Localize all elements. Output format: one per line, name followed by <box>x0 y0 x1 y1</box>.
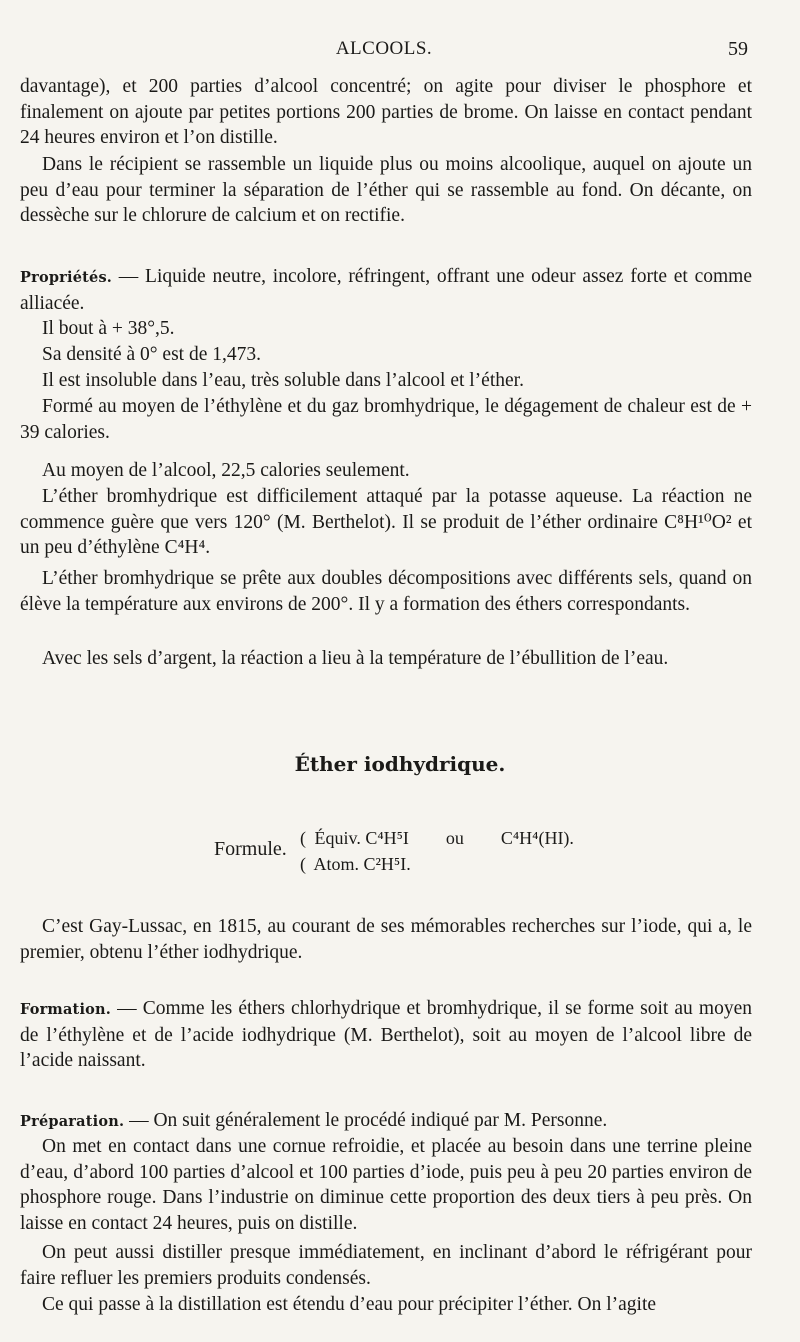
formation-heat-line: Formé au moyen de l’éthylène et du gaz bromhydrique, le dégagement de chaleur est de + 39 calories. <box>20 396 752 443</box>
preparation-final-line: Ce qui passe à la distillation est étendu d’eau pour précipiter l’éther. On l’agite <box>42 1294 657 1315</box>
formula-or: ou <box>445 828 464 848</box>
formula-block <box>300 825 574 877</box>
paragraph-formation <box>20 996 752 1074</box>
preparation-distill-paragraph: On peut aussi distiller presque immédiatement, en inclinant d’abord le réfrigérant pour faire refluer les premiers produits condensés. <box>20 1242 752 1289</box>
alcohol-heat-line: Au moyen de l’alcool, 22,5 calories seulement. <box>42 460 410 481</box>
preparation-text: — On suit généralement le procédé indiqué par M. Personne. <box>124 1110 608 1131</box>
running-title: ALCOOLS. <box>335 38 433 59</box>
brace-bottom: ( <box>300 854 306 874</box>
history-paragraph: C’est Gay-Lussac, en 1815, au courant de ses mémorables recherches sur l’iode, qui a, le premier, obtenu l’éther iodhydrique. <box>20 916 752 963</box>
proprietes-heading: Propriétés. <box>20 269 113 286</box>
page-number: 59 <box>728 38 748 60</box>
formula-equiv-line <box>300 825 574 851</box>
formula-atom-line <box>300 851 574 877</box>
formula-atom-label: Atom. <box>313 854 360 874</box>
section-title: Éther iodhydrique. <box>294 752 506 776</box>
formula-atom-value: C²H⁵I. <box>363 854 411 874</box>
running-header <box>20 38 748 64</box>
formula-label: Formule. <box>214 838 287 860</box>
formula-alt-value: C⁴H⁴(HI). <box>500 828 574 848</box>
paragraph-proprietes <box>20 264 752 316</box>
preparation-procedure-paragraph: On met en contact dans une cornue refroidie, et placée au besoin dans une terrine pleine d’eau, d’abord 100 parties d’alcool et 100 parties d’iode, puis peu à peu 20 parties environ de phosphore rouge. Dans l’industrie on diminue cette proportion des deux tiers à peu près. On laisse en contact 24 heures, puis on distille. <box>20 1136 752 1234</box>
solubility-line: Il est insoluble dans l’eau, très soluble dans l’alcool et l’éther. <box>42 370 524 391</box>
formula-equiv-label: Équiv. <box>314 828 361 848</box>
formula-equiv-value: C⁴H⁵I <box>365 828 409 848</box>
density-line: Sa densité à 0° est de 1,473. <box>42 344 262 365</box>
potash-reaction-paragraph: L’éther bromhydrique est difficilement attaqué par la potasse aqueuse. La réaction ne commence guère que vers 120° (M. Berthelot). Il se produit de l’éther ordinaire C⁸H¹⁰O² et un peu d’éthylène C⁴H⁴. <box>20 486 752 559</box>
formation-text: — Comme les éthers chlorhydrique et bromhydrique, il se forme soit au moyen de l’éthylène et de l’acide iodhydrique (M. Berthelot), soit au moyen de l’alcool libre de l’acide naissant. <box>20 998 752 1072</box>
preparation-heading: Préparation. <box>20 1113 125 1130</box>
silver-salts-line: Avec les sels d’argent, la réaction a lieu à la température de l’ébullition de l’eau. <box>42 648 669 669</box>
formation-heading: Formation. <box>20 1001 112 1018</box>
brace-top: ( <box>300 828 306 848</box>
paragraph-preparation <box>20 1108 752 1135</box>
boiling-point-line: Il bout à + 38°,5. <box>42 318 175 339</box>
paragraph-recipient: Dans le récipient se rassemble un liquide plus ou moins alcoolique, auquel on ajoute un peu d’eau pour terminer la séparation de l’éther qui se rassemble au fond. On décante, on dessèche sur le chlorure de calcium et on rectifie. <box>20 154 752 227</box>
double-decomposition-paragraph: L’éther bromhydrique se prête aux doubles décompositions avec différents sels, quand on élève la température aux environs de 200°. Il y a formation des éthers correspondants. <box>20 568 752 615</box>
proprietes-text: — Liquide neutre, incolore, réfringent, offrant une odeur assez forte et comme alliacée. <box>20 266 752 314</box>
paragraph-intro: davantage), et 200 parties d’alcool concentré; on agite pour diviser le phosphore et finalement on ajoute par petites portions 200 parties de brome. On laisse en contact pendant 24 heures environ et l’on distille. <box>20 76 752 149</box>
